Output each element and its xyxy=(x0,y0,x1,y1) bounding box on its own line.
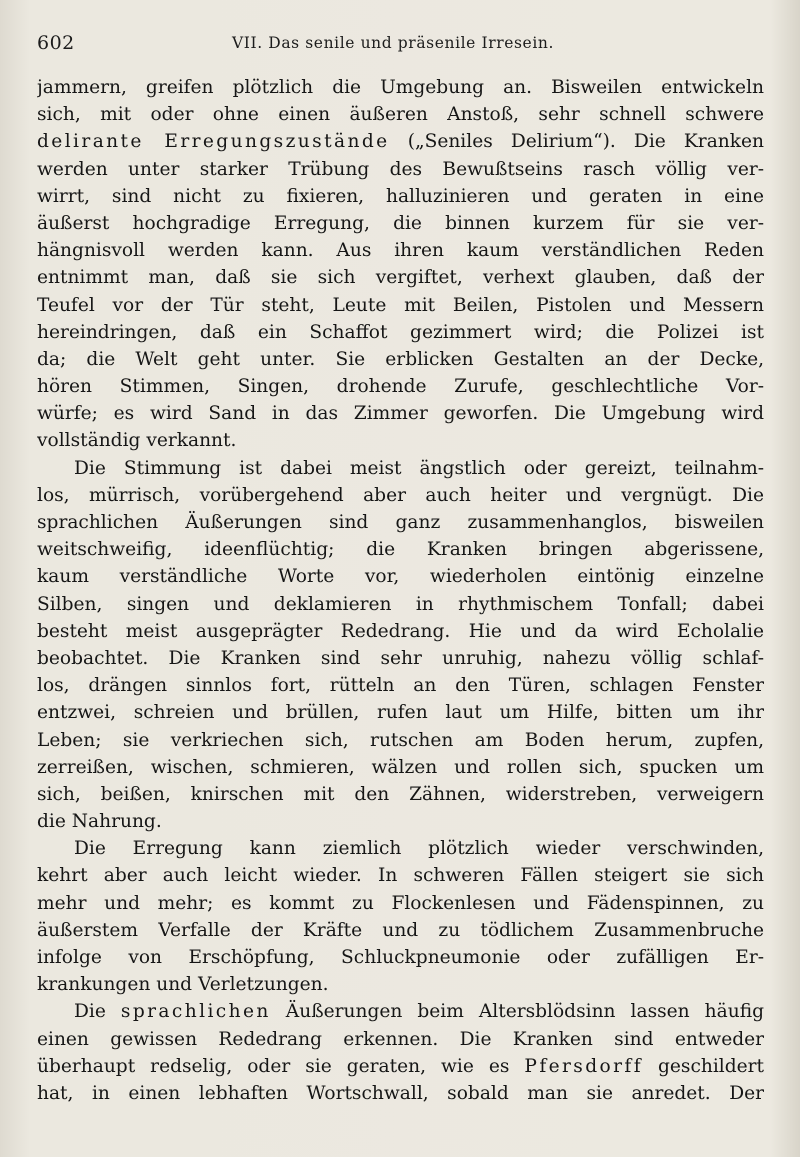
text-line: beobachtet. Die Kranken sind sehr unruhig, nahezu völlig schlaf- xyxy=(37,647,764,669)
text-line: kaum verständliche Worte vor, wiederholen eintönig einzelne xyxy=(37,566,764,588)
text-line: weitschweifig, ideenflüchtig; die Kranken bringen abgerissene, xyxy=(37,539,764,561)
text-line: kehrt aber auch leicht wieder. In schweren Fällen steigert sie sich xyxy=(37,865,764,887)
text-line: Die Stimmung ist dabei meist ängstlich oder gereizt, teilnahm- xyxy=(74,457,764,479)
text-line: krankungen und Verletzungen. xyxy=(37,974,329,996)
text-line: hereindringen, daß ein Schaffot gezimmert wird; die Polizei ist xyxy=(37,321,764,343)
text-line: die Nahrung. xyxy=(37,811,162,833)
text-line: Teufel vor der Tür steht, Leute mit Beilen, Pistolen und Messern xyxy=(37,294,764,316)
text-line: hat, in einen lebhaften Wortschwall, sobald man sie anredet. Der xyxy=(37,1082,764,1104)
text-line: entzwei, schreien und brüllen, rufen laut um Hilfe, bitten um ihr xyxy=(37,702,764,724)
text-span: Äußerungen beim Altersblödsinn lassen häufig xyxy=(270,1001,764,1023)
text-line: los, mürrisch, vorübergehend aber auch heiter und vergnügt. Die xyxy=(37,484,764,506)
text-line: wirrt, sind nicht zu fixieren, halluzinieren und geraten in eine xyxy=(37,185,764,207)
text-line: Die Erregung kann ziemlich plötzlich wieder verschwinden, xyxy=(74,838,764,860)
text-line: jammern, greifen plötzlich die Umgebung an. Bisweilen entwickeln xyxy=(37,77,764,98)
text-span: überhaupt redselig, oder sie geraten, wie es xyxy=(37,1055,525,1077)
text-line: hören Stimmen, Singen, drohende Zurufe, geschlechtliche Vor- xyxy=(37,376,764,398)
text-line: infolge von Erschöpfung, Schluckpneumonie oder zufälligen Er- xyxy=(37,947,764,968)
page-header xyxy=(37,32,767,58)
text-line xyxy=(37,1053,764,1080)
text-line: einen gewissen Rededrang erkennen. Die Kranken sind entweder xyxy=(37,1028,764,1050)
running-head: VII. Das senile und präsenile Irresein. xyxy=(232,34,554,52)
text-line: Leben; sie verkriechen sich, rutschen am Boden herum, zupfen, xyxy=(37,729,764,751)
text-line: sich, mit oder ohne einen äußeren Anstoß, sehr schnell schwere xyxy=(37,104,764,126)
text-span: („Seniles Delirium“). Die Kranken xyxy=(389,131,764,153)
text-span: geschildert xyxy=(642,1055,764,1077)
text-line: werden unter starker Trübung des Bewußtseins rasch völlig ver- xyxy=(37,158,764,180)
text-line xyxy=(37,998,764,1025)
text-line: sprachlichen Äußerungen sind ganz zusammenhanglos, bisweilen xyxy=(37,512,764,533)
text-line xyxy=(37,128,764,155)
text-line: los, drängen sinnlos fort, rütteln an den Türen, schlagen Fenster xyxy=(37,675,764,697)
text-line: äußerstem Verfalle der Kräfte und zu tödlichem Zusammenbruche xyxy=(37,919,764,941)
text-line: vollständig verkannt. xyxy=(37,430,237,452)
text-span: Die xyxy=(74,1001,121,1023)
page-number: 602 xyxy=(37,32,75,54)
text-line: sich, beißen, knirschen mit den Zähnen, widerstreben, verweigern xyxy=(37,783,764,805)
text-line: besteht meist ausgeprägter Rededrang. Hie und da wird Echolalie xyxy=(37,620,764,642)
text-line: äußerst hochgradige Erregung, die binnen kurzem für sie ver- xyxy=(37,212,764,234)
spaced-emphasis: sprachlichen xyxy=(120,1001,271,1023)
text-line: da; die Welt geht unter. Sie erblicken Gestalten an der Decke, xyxy=(37,348,764,370)
spaced-emphasis: delirante Erregungszustände xyxy=(37,131,390,153)
text-line: würfe; es wird Sand in das Zimmer geworfen. Die Umgebung wird xyxy=(37,403,764,425)
text-line: zerreißen, wischen, schmieren, wälzen und rollen sich, spucken um xyxy=(37,756,764,778)
text-line: Silben, singen und deklamieren in rhythmischem Tonfall; dabei xyxy=(37,593,764,615)
text-line: hängnisvoll werden kann. Aus ihren kaum verständlichen Reden xyxy=(37,240,764,262)
body-text xyxy=(37,74,764,1107)
text-line: mehr und mehr; es kommt zu Flockenlesen und Fädenspinnen, zu xyxy=(37,892,764,914)
spaced-emphasis: Pfersdorff xyxy=(524,1055,643,1077)
text-line: entnimmt man, daß sie sich vergiftet, verhext glauben, daß der xyxy=(37,267,764,289)
